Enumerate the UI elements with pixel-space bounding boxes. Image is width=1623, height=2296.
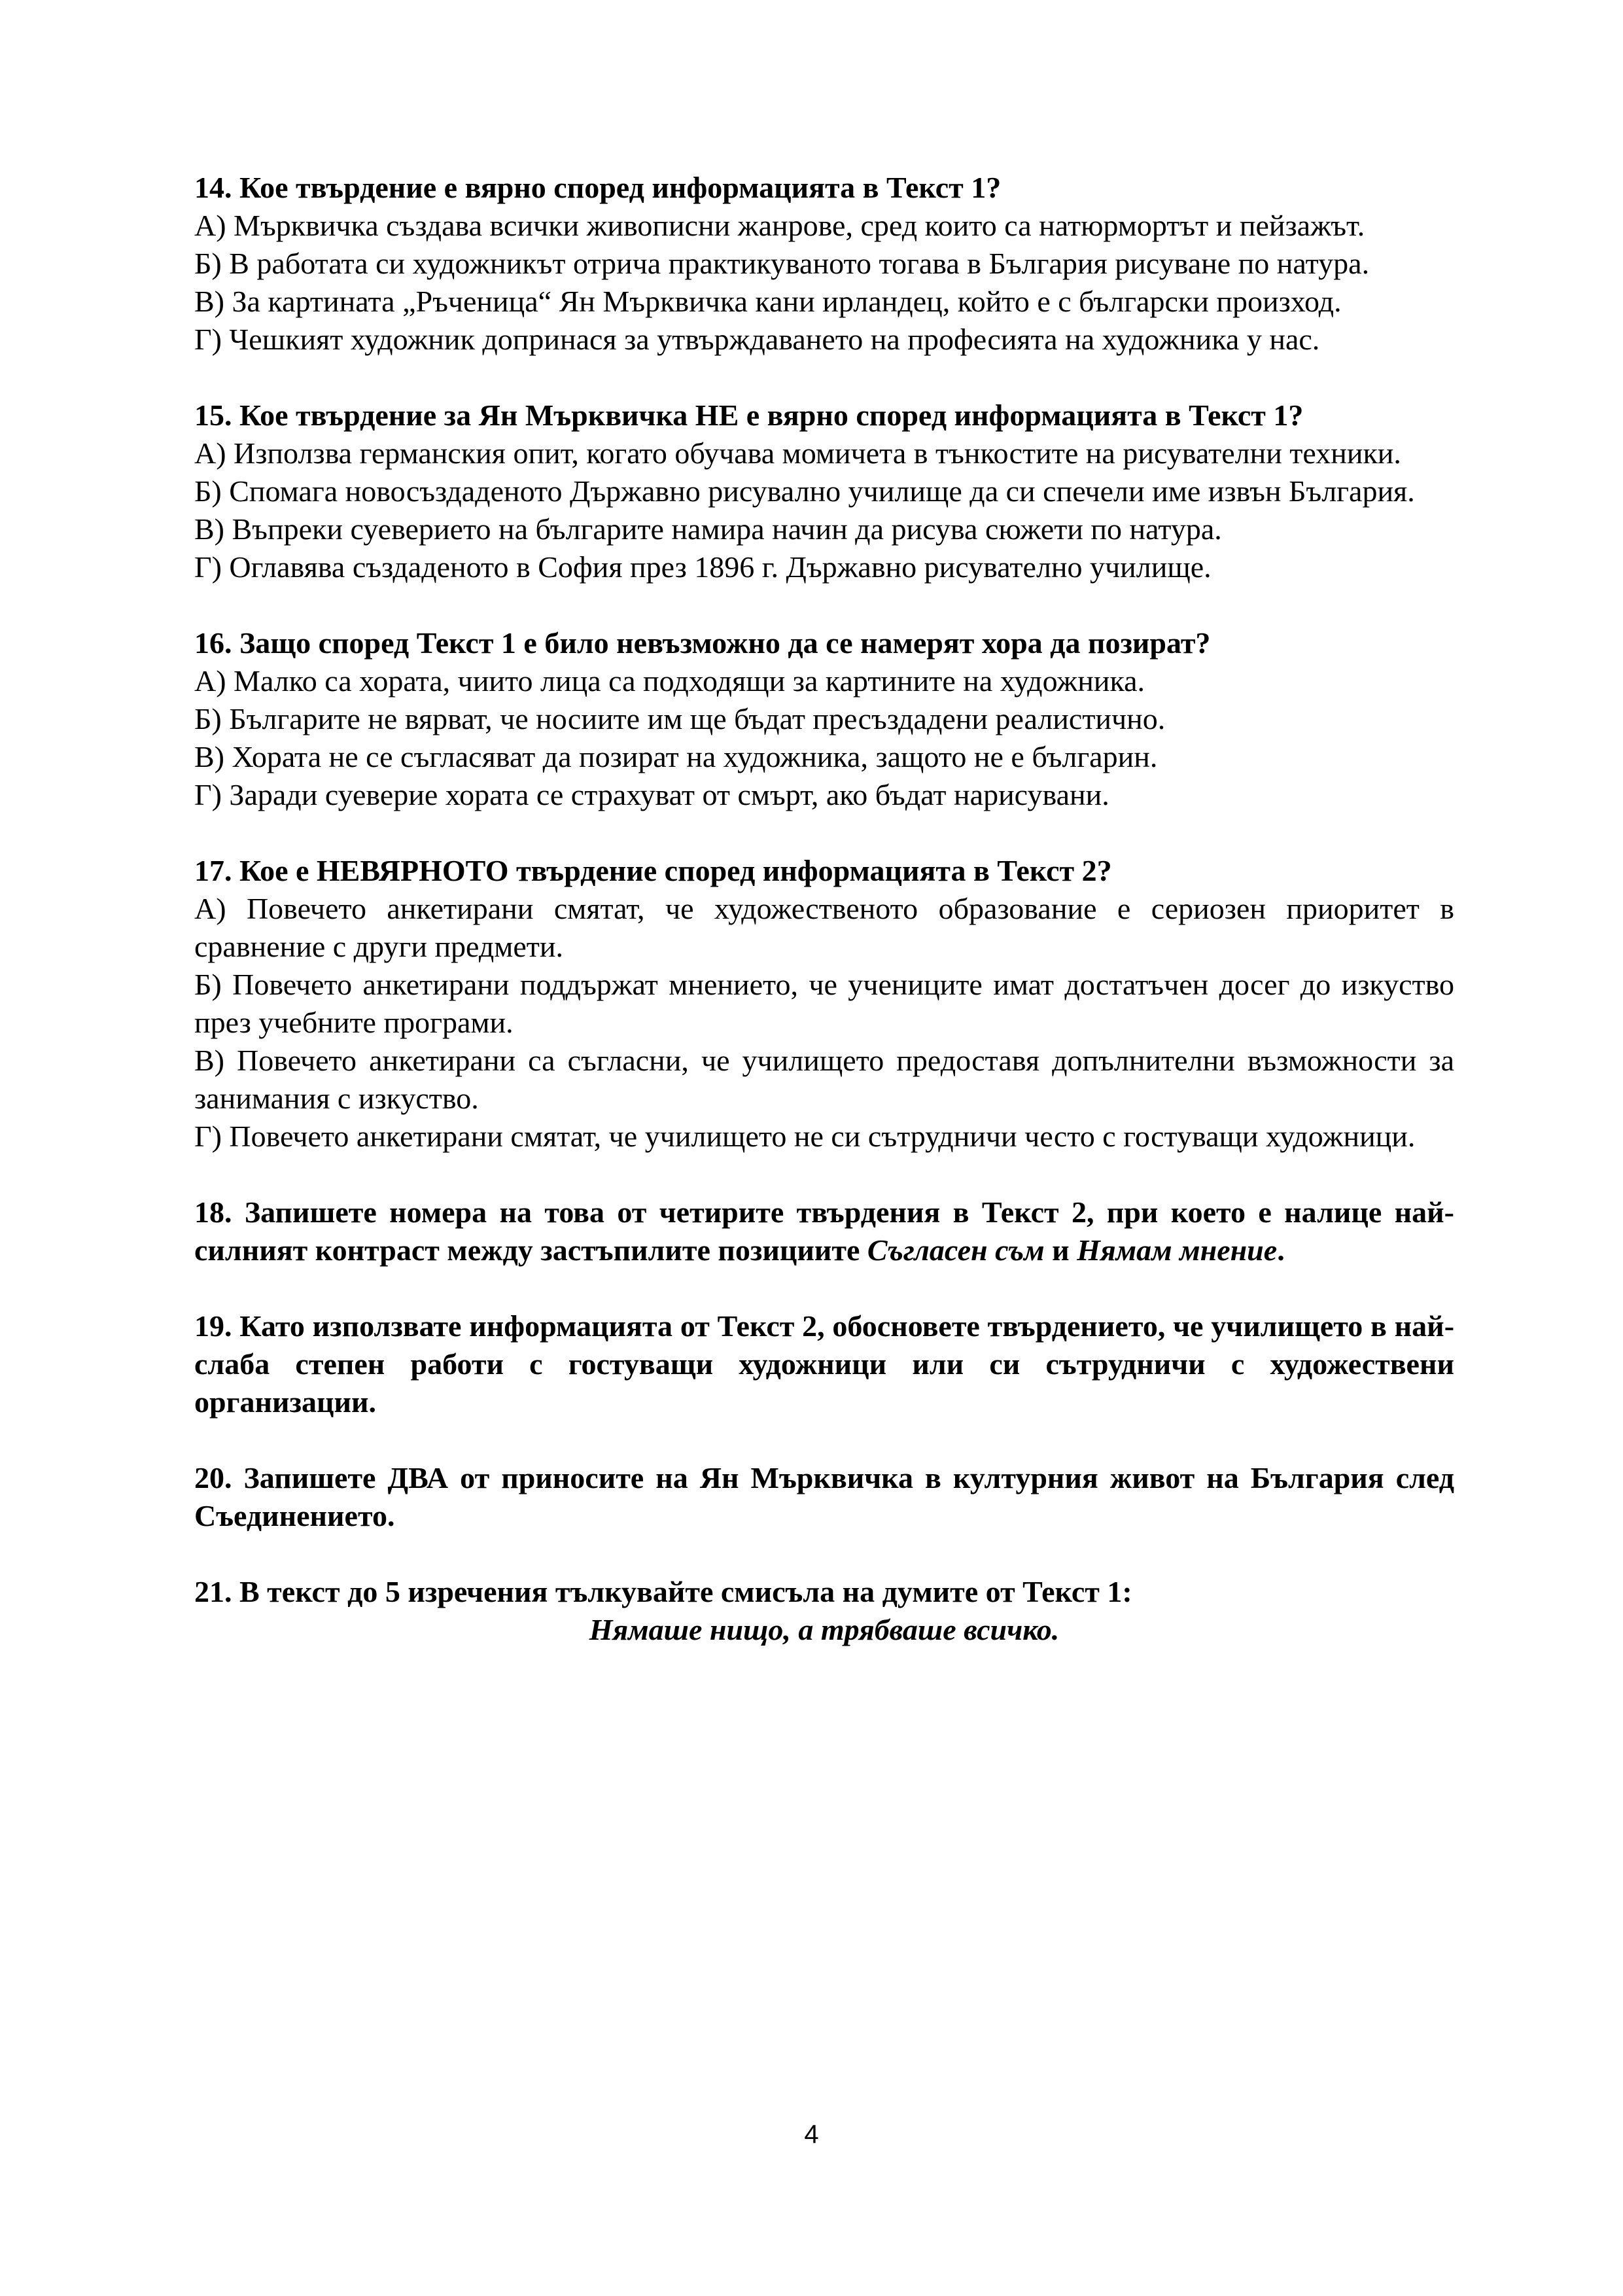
question-19 (194, 1307, 1454, 1421)
question-20 (194, 1459, 1454, 1535)
answer-option-b: Б) Българите не вярват, че носиите им ще бъдат пресъздадени реалистично. (194, 702, 1166, 735)
question-title: 19. Като използвате информацията от Текст 2, обосновете твърдението, че училището в най-слаба степен работи с гостуващи художници или си сътрудничи с художествени организации. (194, 1309, 1455, 1419)
answer-option-c: В) Повечето анкетирани са съгласни, че училището предоставя допълнителни възможности за занимания с изкуство. (194, 1044, 1454, 1115)
answer-option-a: А) Мърквичка създава всички живописни жанрове, сред които са натюрмортът и пейзажът. (194, 209, 1365, 242)
answer-option-b: Б) Повечето анкетирани поддържат мнението, че учениците имат достатъчен досег до изкуство през учебните програми. (194, 968, 1454, 1039)
answer-option-c: В) За картината „Ръченица“ Ян Мърквичка кани ирландец, който е с български произход. (194, 285, 1342, 318)
answer-option-a: А) Малко са хората, чиито лица са подходящи за картините на художника. (194, 664, 1145, 698)
answer-option-a: А) Използва германския опит, когато обучава момичета в тънкостите на рисувателни техники. (194, 436, 1401, 470)
question-15 (194, 397, 1454, 586)
answer-option-b: Б) В работата си художникът отрича практикуваното тогава в България рисуване по натура. (194, 247, 1370, 280)
question-title: 16. Защо според Текст 1 е било невъзможно да се намерят хора да позират? (194, 626, 1211, 660)
question-title: 21. В текст до 5 изречения тълкувайте смисъла на думите от Текст 1: (194, 1575, 1132, 1608)
question-18 (194, 1193, 1454, 1269)
question-17 (194, 852, 1454, 1156)
exam-page-content (194, 169, 1454, 1687)
answer-option-c: В) Въпреки суеверието на българите намира начин да рисува сюжети по натура. (194, 512, 1222, 546)
question-14 (194, 169, 1454, 359)
answer-option-d: Г) Повечето анкетирани смятат, че училището не си сътрудничи често с гостуващи художници. (194, 1120, 1416, 1153)
answer-option-b: Б) Спомага новосъздаденото Държавно рисувално училище да си спечели име извън България. (194, 474, 1415, 508)
quote-line: Нямаше нищо, а трябваше всичко. (589, 1613, 1060, 1646)
answer-option-c: В) Хората не се съгласяват да позират на художника, защото не е българин. (194, 740, 1158, 773)
question-16 (194, 624, 1454, 814)
answer-option-d: Г) Оглавява създаденото в София през 1896 г. Държавно рисувателно училище. (194, 550, 1212, 584)
page-number: 4 (804, 2120, 819, 2149)
question-title: 15. Кое твърдение за Ян Мърквичка НЕ е вярно според информацията в Текст 1? (194, 398, 1304, 432)
answer-option-d: Г) Заради суеверие хората се страхуват от смърт, ако бъдат нарисувани. (194, 778, 1109, 811)
question-21 (194, 1573, 1454, 1649)
answer-option-a: А) Повечето анкетирани смятат, че художественото образование е сериозен приоритет в сравнение с други предмети. (194, 892, 1454, 963)
question-title: 18. Запишете номера на това от четирите твърдения в Текст 2, при което е налице най-силният контраст между застъпилите позициите Съгласен съм и Нямам мнение. (194, 1195, 1454, 1267)
question-title: 17. Кое е НЕВЯРНОТО твърдение според информацията в Текст 2? (194, 854, 1112, 887)
position-agree: Съгласен съм (867, 1233, 1045, 1267)
question-title: 20. Запишете ДВА от приносите на Ян Мърквичка в културния живот на България след Съединението. (194, 1461, 1455, 1532)
question-title: 14. Кое твърдение е вярно според информацията в Текст 1? (194, 171, 1002, 204)
position-no-opinion: Нямам мнение (1077, 1233, 1278, 1267)
answer-option-d: Г) Чешкият художник допринася за утвърждаването на професията на художника у нас. (194, 323, 1320, 356)
